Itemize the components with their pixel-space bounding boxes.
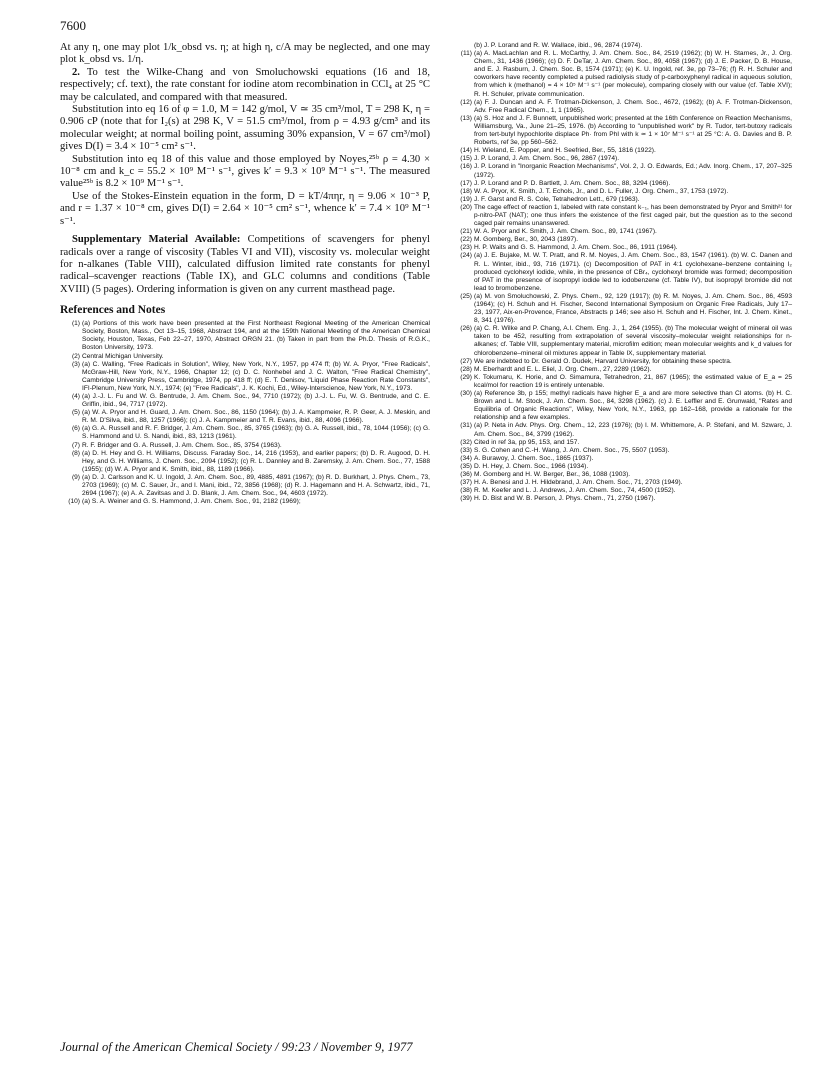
reference-item (452, 50, 792, 99)
reference-item (60, 450, 430, 474)
reference-item (60, 393, 430, 409)
reference-number: (5) (71, 409, 80, 417)
supplementary-label: Supplementary Material Available: (72, 234, 241, 246)
paragraph-4: Substitution into eq 18 of this value and those employed by Noyes,²⁵ᵇ ρ = 4.30 × 10⁻⁸ cm and k_c = 55.2 × 10⁹ M⁻¹ s⁻¹, gives k′ = 9.3 × 10⁹ M⁻¹ s⁻¹. The measured value²⁵ᵇ is 8.2 × 10⁹ M⁻¹ s⁻¹. (60, 153, 430, 190)
reference-number: (17) (460, 179, 472, 187)
reference-number: (1) (71, 320, 80, 328)
reference-text: (a) Reference 3b, p 155; methyl radicals have higher E_a and are more selective than Cl atoms. (b) H. C. Brown and L. M. Stock, J. Am. Chem. Soc., 84, 3298 (1962). (c) J. E. Leffler and E. Grunwald, "Rates and Equilibria of Organic Reactions", Wiley, New York, N.Y., 1963, pp 162–168, provide a rationale for the relationship and a few examples. (474, 390, 792, 422)
reference-number: (19) (460, 195, 472, 203)
reference-text: (a) S. A. Weiner and G. S. Hammond, J. Am. Chem. Soc., 91, 2182 (1969); (82, 498, 301, 506)
reference-number: (38) (460, 487, 472, 495)
reference-text: (a) D. J. Carlsson and K. U. Ingold, J. Am. Chem. Soc., 89, 4885, 4891 (1967); (b) R. D. Burkhart, J. Phys. Chem., 73, 2703 (1969); (c) M. C. Sauer, Jr., and I. Mani, ibid., 72, 3856 (1968); (d) R. J. Hagemann and H. A. Schwartz, ibid., 71, 2694 (1967); (e) A. A. Zavitsas and J. D. Blank, J. Am. Chem. Soc., 94, 4603 (1972). (82, 473, 430, 498)
reference-item (452, 487, 792, 495)
reference-number: (13) (460, 114, 472, 122)
reference-item (452, 439, 792, 447)
reference-number: (36) (460, 470, 472, 478)
reference-number: (2) (71, 352, 80, 360)
reference-text: (a) J. E. Bujake, M. W. T. Pratt, and R. M. Noyes, J. Am. Chem. Soc., 83, 1547 (1961). (b) W. C. Danen and R. L. Winter, ibid., 93, 716 (1971). (c) Decomposition of PAT in 4:1 cyclohexane–benzene containing I₂ produced cyclohexyl iodide, while, in the presence of CBr₄, cyclohexyl bromide was formed; decomposition of PAT in the presence of isopropyl iodide led to iodobenzene (cf. Table IV), but isopropyl bromide did not lead to bromobenzene. (474, 252, 792, 292)
reference-item (452, 155, 792, 163)
paragraph-2-text: To test the Wilke-Chang and von Smoluchowski equations (16 and 18, respectively; cf. text), the rate constant for iodine atom recombination in CCl₄ at 25 °C may be calculated, and compared with that measured. (60, 66, 430, 103)
supplementary-text: Competitions of scavengers for phenyl radicals over a range of viscosity (Tables VI and VII), viscosity vs. molecular weight for n-alkanes (Table VIII), calculated diffusion limited rate constants for phenyl radical–scavenger reactions (Table IX), and GLC columns and conditions (Table XVIII) (5 pages). Ordering information is given on any current masthead page. (60, 234, 430, 295)
reference-number: (37) (460, 479, 472, 487)
reference-number: (39) (460, 495, 472, 503)
paragraph-2 (60, 67, 430, 104)
reference-text: J. F. Garst and R. S. Cole, Tetrahedron Lett., 679 (1963). (474, 195, 640, 203)
reference-item (60, 320, 430, 352)
reference-text: D. H. Hey, J. Chem. Soc., 1966 (1934). (474, 462, 589, 470)
reference-text: A. Burawoy, J. Chem. Soc., 1865 (1937). (474, 454, 594, 462)
reference-number: (28) (460, 365, 472, 373)
reference-text: (a) W. A. Pryor and H. Guard, J. Am. Chem. Soc., 86, 1150 (1964); (b) J. A. Kampmeier, R. P. Geer, A. J. Meskin, and R. M. D'Silva, ibid., 88, 1257 (1966); (c) J. A. Kampmeier and T. R. Evans, ibid., 88, 4096 (1966). (82, 409, 430, 425)
reference-text: H. P. Waits and G. S. Hammond, J. Am. Chem. Soc., 86, 1911 (1964). (474, 244, 678, 252)
reference-number: (7) (71, 441, 80, 449)
reference-text: K. Tokumaru, K. Horie, and O. Simamura, Tetrahedron, 21, 867 (1965); the estimated value of E_a = 25 kcal/mol for reaction 19 is entirely untenable. (474, 373, 792, 389)
reference-number: (35) (460, 462, 472, 470)
reference-item (452, 455, 792, 463)
reference-item (60, 425, 430, 441)
reference-item (452, 228, 792, 236)
reference-number: (23) (460, 244, 472, 252)
reference-item (452, 196, 792, 204)
reference-text: (a) M. von Smoluchowski, Z. Phys. Chem., 92, 129 (1917); (b) R. M. Noyes, J. Am. Chem. Soc., 86, 4593 (1964); (c) H. Schuh and H. Fischer, Second International Symposium on Organic Free Radicals, July 17–23, 1977, Aix-en-Provence, France, Abstracts p 146; see also H. Schuh and H. Fischer, Int. J. Chem. Kinet., 8, 341 (1976). (474, 292, 792, 325)
reference-item (452, 479, 792, 487)
supplementary-material (60, 234, 430, 296)
reference-number: (29) (460, 373, 472, 381)
reference-text: J. P. Lorand, J. Am. Chem. Soc., 96, 2867 (1974). (474, 155, 620, 163)
reference-item (452, 244, 792, 252)
reference-item (452, 358, 792, 366)
reference-text: (a) A. MacLachlan and R. L. McCarthy, J. Am. Chem. Soc., 84, 2519 (1962); (b) W. H. Starnes, Jr., J. Org. Chem., 31, 1436 (1966); (c) D. F. DeTar, J. Am. Chem. Soc., 89, 4058 (1967); (d) J. E. Packer, D. B. House, and E. J. Rasburn, J. Chem. Soc. B, 1574 (1971); (e) K. U. Ingold, ref. 3e, pp 73–76; (f) R. H. Schuler and coworkers have recently completed a pulsed radiolysis study of p-carboxyphenyl radical in aqueous solution, from which k (methanol) = 4 × 10⁵ M⁻¹ s⁻¹ (per molecule), comparing closely with our value (cf. Table XVI); R. H. Schuler, private communication. (474, 50, 792, 98)
reference-item (452, 390, 792, 422)
reference-text: (a) P. Neta in Adv. Phys. Org. Chem., 12, 223 (1976); (b) I. M. Whittemore, A. P. Stefani, and M. Szwarc, J. Am. Chem. Soc., 84, 3799 (1962). (474, 422, 792, 438)
reference-number: (24) (460, 252, 472, 260)
reference-item (452, 236, 792, 244)
reference-text: H. Wieland, E. Popper, and H. Seefried, Ber., 55, 1816 (1922). (474, 147, 656, 155)
reference-item (452, 471, 792, 479)
reference-text: M. Gomberg, Ber., 30, 2043 (1897). (474, 236, 579, 244)
reference-text: (a) D. H. Hey and G. H. Williams, Discuss. Faraday Soc., 14, 216 (1953), and earlier papers; (b) D. R. Augood, D. H. Hey, and G. H. Williams, J. Chem. Soc., 2094 (1952); (c) R. L. Dannley and B. Zaremsky, J. Am. Chem. Soc., 77, 1588 (1955); (d) W. A. Pryor and K. Smith, ibid., 88, 1189 (1966). (82, 449, 430, 473)
reference-item (60, 353, 430, 361)
reference-number: (30) (460, 390, 472, 398)
reference-text: W. A. Pryor, K. Smith, J. T. Echols, Jr., and D. L. Fuller, J. Org. Chem., 37, 1753 (1972). (474, 187, 729, 195)
reference-item (452, 204, 792, 228)
paragraph-2-label: 2. (72, 66, 80, 78)
reference-number: (3) (71, 360, 80, 368)
reference-number: (9) (71, 473, 80, 481)
reference-item (452, 188, 792, 196)
references-list-left (60, 320, 430, 506)
reference-text: H. A. Benesi and J. H. Hildebrand, J. Am. Chem. Soc., 71, 2703 (1949). (474, 479, 683, 487)
reference-number: (6) (71, 425, 80, 433)
reference-text: (a) C. R. Wilke and P. Chang, A.I. Chem. Eng. J., 1, 264 (1955). (b) The molecular weight of mineral oil was taken to be 452, resulting from extrapolation of several viscosity–molecular weight relationships for n-alkanes; cf. Table VIII, supplementary material, microfilm edition; mean molecular weights and k_d values for chlorobenzene–mineral oil mixtures appear in Table IX, supplementary material. (474, 325, 792, 357)
references-heading: References and Notes (60, 304, 166, 317)
reference-number: (20) (460, 203, 472, 211)
reference-number: (26) (460, 325, 472, 333)
reference-item (452, 325, 792, 357)
reference-item (452, 447, 792, 455)
reference-number: (25) (460, 292, 472, 300)
reference-number: (16) (460, 163, 472, 171)
reference-number: (21) (460, 228, 472, 236)
right-column (452, 42, 792, 503)
reference-text: S. G. Cohen and C.-H. Wang, J. Am. Chem. Soc., 75, 5507 (1953). (474, 446, 670, 454)
reference-text: (a) C. Walling, "Free Radicals in Solution", Wiley, New York, N.Y., 1957, pp 474 ff; (b) W. A. Pryor, "Free Radicals", McGraw-Hill, New York, N.Y., 1966, Chapter 12; (c) D. C. Nonhebel and J. C. Walton, "Free Radical Chemistry", Cambridge University Press, Cambridge, 1974, pp 418 ff; (d) E. T. Denisov, "Liquid Phase Reaction Rate Constants", IFI-Plenum, New York, N.Y., 1974; (e) "Free Radicals", J. K. Kochi, Ed., Wiley-Interscience, New York, N.Y., 1973. (82, 360, 430, 392)
journal-footer: Journal of the American Chemical Society / 99:23 / November 9, 1977 (60, 1040, 413, 1054)
reference-item (452, 163, 792, 179)
page-number: 7600 (60, 18, 86, 33)
reference-text: W. A. Pryor and K. Smith, J. Am. Chem. Soc., 89, 1741 (1967). (474, 228, 657, 236)
reference-item (452, 99, 792, 115)
reference-item (60, 498, 430, 506)
reference-item (452, 252, 792, 292)
reference-number: (14) (460, 147, 472, 155)
paragraph-3: Substitution into eq 16 of φ = 1.0, M = 142 g/mol, V ≃ 35 cm³/mol, T = 298 K, η = 0.906 cP (note that for I₂(s) at 298 K, V = 51.5 cm³/mol, from ρ = 4.93 g/cm³ and its molecular weight; at normal boiling point, assuming 30% expansion, V = 67 cm³/mol) gives D(I) = 3.4 × 10⁻⁵ cm² s⁻¹. (60, 104, 430, 153)
reference-item (452, 495, 792, 503)
reference-item (60, 442, 430, 450)
left-column (60, 42, 430, 506)
reference-number: (31) (460, 422, 472, 430)
reference-text: H. D. Bist and W. B. Person, J. Phys. Chem., 71, 2750 (1967). (474, 495, 656, 503)
reference-number: (10) (68, 498, 80, 506)
reference-text: (a) F. J. Duncan and A. F. Trotman-Dickenson, J. Chem. Soc., 4672, (1962); (b) A. F. Trotman-Dickenson, Adv. Free Radical Chem., 1, 1 (1965). (474, 98, 792, 114)
reference-item (452, 374, 792, 390)
reference-item (452, 422, 792, 438)
reference-item (452, 147, 792, 155)
reference-text: M. Eberhardt and E. L. Eliel, J. Org. Chem., 27, 2289 (1962). (474, 365, 652, 373)
reference-text: Cited in ref 3a, pp 95, 153, and 157. (474, 438, 580, 446)
reference-number: (32) (460, 438, 472, 446)
reference-text: (a) S. Hoz and J. F. Bunnett, unpublished work; presented at the 16th Conference on Reaction Mechanisms, Williamsburg, Va., June 21–25, 1976. (b) According to "unpublished work" by R. Tudor, tert-butoxy radicals from tert-butyl hypochlorite displace Ph· from PhI with k ≃ 1 × 10⁷ M⁻¹ s⁻¹ at 25 °C: A. G. Davies and B. P. Roberts, ref 3e, pp 560–562. (474, 114, 792, 147)
reference-number: (15) (460, 155, 472, 163)
reference-item (60, 361, 430, 393)
reference-text: J. P. Lorand in "Inorganic Reaction Mechanisms", Vol. 2, J. O. Edwards, Ed.; Adv. Inorg. Chem., 17, 207–325 (1972). (474, 163, 792, 179)
reference-number: (4) (71, 392, 80, 400)
reference-number: (12) (460, 98, 472, 106)
reference-text: (a) G. A. Russell and R. F. Bridger, J. Am. Chem. Soc., 85, 3765 (1963); (b) G. A. Russell, ibid., 78, 1044 (1956); (c) G. S. Hammond and U. S. Nandi, ibid., 83, 1213 (1961). (82, 425, 430, 441)
paragraph-1: At any η, one may plot 1/k_obsd vs. η; at high η, c/A may be neglected, and one may plot k_obsd vs. 1/η. (60, 42, 430, 66)
reference-text: J. P. Lorand and P. D. Bartlett, J. Am. Chem. Soc., 88, 3294 (1966). (474, 179, 671, 187)
reference-number: (27) (460, 357, 472, 365)
reference-item (60, 409, 430, 425)
reference-item (452, 366, 792, 374)
reference-text: (a) J.-J. L. Fu and W. G. Bentrude, J. Am. Chem. Soc., 94, 7710 (1972); (b) J.-J. L. Fu, W. G. Bentrude, and C. E. Griffin, ibid., 94, 7717 (1972). (82, 392, 430, 409)
reference-number: (18) (460, 187, 472, 195)
reference-text: (b) J. P. Lorand and R. W. Wallace, ibid., 96, 2874 (1974). (474, 42, 643, 49)
reference-number: (33) (460, 446, 472, 454)
reference-number: (34) (460, 454, 472, 462)
reference-text: We are indebted to Dr. Gerald O. Dudek, Harvard University, for obtaining these spectra. (474, 357, 732, 365)
reference-text: M. Gomberg and H. W. Berger, Ber., 36, 1088 (1903). (474, 470, 631, 478)
reference-item (60, 474, 430, 498)
reference-number: (11) (460, 50, 472, 58)
reference-text: The cage effect of reaction 1, labeled with rate constant k₋₁, has been demonstrated by Pryor and Smith²¹ for p-nitro-PAT (NAT); one thus infers the existence of the first caged pair, but the question as to the second caged pair remains unanswered. (474, 203, 792, 228)
reference-item (452, 42, 792, 50)
paragraph-5: Use of the Stokes-Einstein equation in the form, D = kT/4πηr, η = 9.06 × 10⁻³ P, and r = 1.37 × 10⁻⁸ cm, gives D(I) = 2.64 × 10⁻⁵ cm² s⁻¹, whence k′ = 7.4 × 10⁹ M⁻¹ s⁻¹. (60, 190, 430, 227)
references-list-right (452, 42, 792, 503)
reference-text: (a) Portions of this work have been presented at the First Northeast Regional Meeting of the American Chemical Society, Boston, Mass., Oct 13–15, 1968, Abstract 194, and at the 159th National Meeting of the American Chemical Society, Houston, Texas, Feb 22–27, 1970, Abstract ORGN 21. (b) Taken in part from the Ph.D. Thesis of R.G.K., Boston University, 1973. (82, 320, 430, 352)
reference-text: Central Michigan University. (82, 352, 164, 360)
reference-item (452, 115, 792, 147)
reference-text: R. M. Keefer and L. J. Andrews, J. Am. Chem. Soc., 74, 4500 (1952). (474, 487, 676, 495)
reference-item (452, 180, 792, 188)
reference-item (452, 293, 792, 325)
reference-text: R. F. Bridger and G. A. Russell, J. Am. Chem. Soc., 85, 3754 (1963). (82, 441, 282, 449)
reference-item (452, 463, 792, 471)
reference-number: (8) (71, 449, 80, 457)
reference-number: (22) (460, 236, 472, 244)
